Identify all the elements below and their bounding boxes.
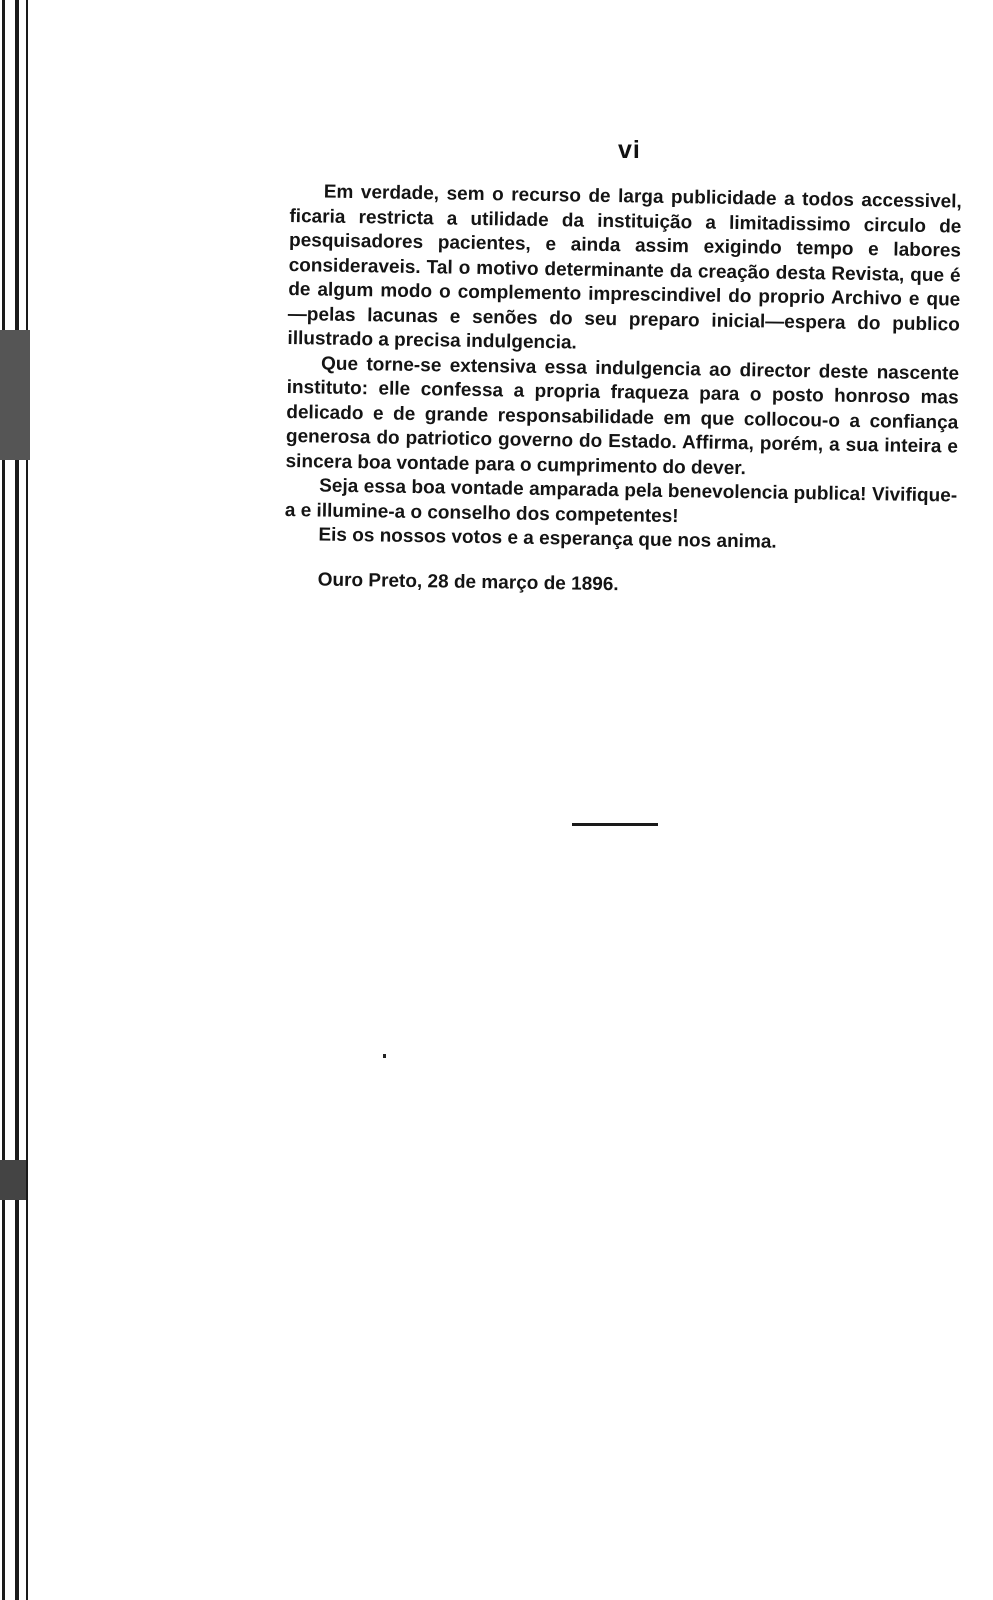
paragraph: Seja essa boa vontade amparada pela benevolencia publica! Vivifique-a e illumine-a o conselho dos competentes! bbox=[284, 475, 958, 527]
book-binding-edge bbox=[0, 0, 40, 1600]
body-text bbox=[284, 180, 962, 603]
binding-line bbox=[2, 0, 5, 1600]
dateline: Ouro Preto, 28 de março de 1896. bbox=[317, 568, 619, 595]
page-number: vi bbox=[618, 136, 641, 164]
paragraph: Eis os nossos votos e a esperança que nos anima. bbox=[318, 524, 777, 553]
binding-line bbox=[15, 0, 19, 1600]
ink-speck bbox=[383, 1054, 386, 1058]
binding-line bbox=[26, 0, 28, 1600]
end-rule bbox=[572, 823, 658, 826]
binding-shadow bbox=[0, 1160, 26, 1200]
paragraph: Em verdade, sem o recurso de larga publicidade a todos accessivel, ficaria restricta a utilidade da instituição a limitadissimo circulo de pesquisadores pacientes, e ainda assim exigindo tempo e labores consideraveis. Tal o motivo determinante da creação desta Revista, que é de algum modo o complemento imprescindivel do proprio Archivo e que—pelas lacunas e senões do seu preparo inicial—espera do publico illustrado a precisa indulgencia. bbox=[287, 181, 962, 354]
binding-shadow bbox=[0, 330, 30, 460]
paragraph: Que torne-se extensiva essa indulgencia ao director deste nascente instituto: elle confessa a propria fraqueza para o posto honroso mas delicado e de grande responsabilidade em que collocou-o a confiança generosa do patriotico governo do Estado. Affirma, porém, a sua inteira e sincera boa vontade para o cumprimento do dever. bbox=[285, 353, 960, 479]
